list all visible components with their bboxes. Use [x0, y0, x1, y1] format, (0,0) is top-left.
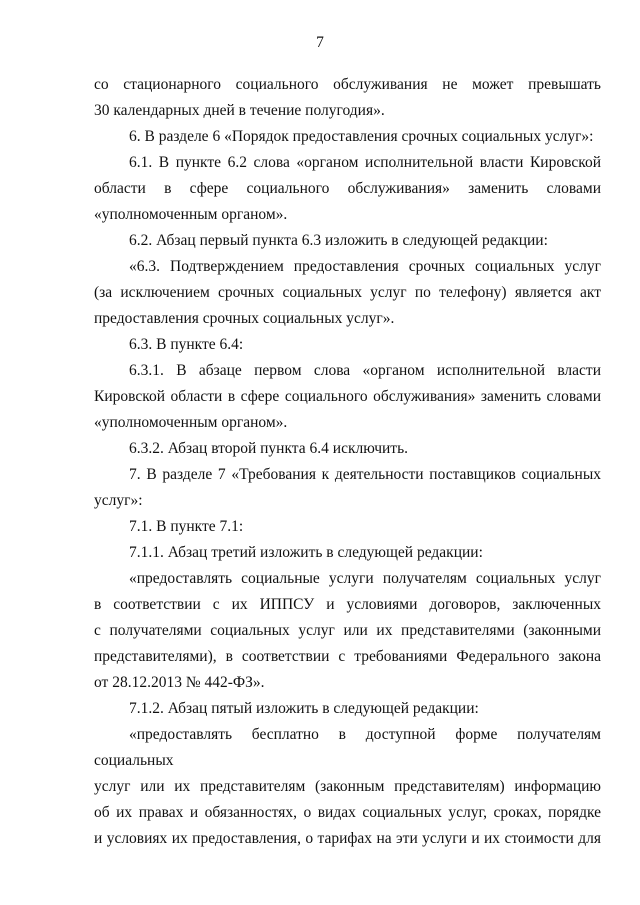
text-line: области в сфере социального обслуживания» заменить словами	[94, 180, 601, 197]
text-line: «предоставлять социальные услуги получателям социальных услуг	[129, 570, 601, 587]
text-line: представителями), в соответствии с требованиями Федерального закона	[94, 648, 601, 665]
text-line: 6.2. Абзац первый пункта 6.3 изложить в следующей редакции:	[129, 232, 548, 249]
text-line: «предоставлять бесплатно в доступной форме получателям социальных	[94, 726, 601, 769]
text-line: с получателями социальных услуг или их представителями (законными	[94, 622, 601, 639]
text-line: от 28.12.2013 № 442-ФЗ».	[94, 674, 265, 691]
text-line: 7.1.2. Абзац пятый изложить в следующей редакции:	[129, 700, 479, 717]
text-line: 6.1. В пункте 6.2 слова «органом исполнительной власти Кировской	[129, 154, 601, 171]
text-line: 7. В разделе 7 «Требования к деятельности поставщиков социальных	[129, 466, 601, 483]
text-line: 6.3.1. В абзаце первом слова «органом исполнительной власти	[129, 362, 601, 379]
document-body	[94, 72, 601, 852]
text-line: со стационарного социального обслуживания не может превышать	[94, 76, 601, 93]
text-line: услуг или их представителям (законным представителям) информацию	[94, 778, 601, 795]
text-line: 30 календарных дней в течение полугодия».	[94, 102, 385, 119]
text-line: и условиях их предоставления, о тарифах на эти услуги и их стоимости для	[94, 830, 601, 847]
text-line: (за исключением срочных социальных услуг по телефону) является акт	[94, 284, 601, 301]
text-line: Кировской области в сфере социального обслуживания» заменить словами	[94, 388, 601, 405]
text-line: «6.3. Подтверждением предоставления срочных социальных услуг	[129, 258, 601, 275]
text-line: «уполномоченным органом».	[94, 414, 288, 431]
text-line: в соответствии с их ИППСУ и условиями договоров, заключенных	[94, 596, 601, 613]
text-line: 7.1.1. Абзац третий изложить в следующей редакции:	[129, 544, 483, 561]
text-line: 6.3. В пункте 6.4:	[129, 336, 244, 353]
text-line: 6.3.2. Абзац второй пункта 6.4 исключить.	[129, 440, 409, 457]
text-line: «уполномоченным органом».	[94, 206, 288, 223]
text-line: услуг»:	[94, 492, 143, 509]
text-line: об их правах и обязанностях, о видах социальных услуг, сроках, порядке	[94, 804, 601, 821]
page-number: 7	[316, 34, 324, 51]
text-line: 7.1. В пункте 7.1:	[129, 518, 244, 535]
text-line: 6. В разделе 6 «Порядок предоставления срочных социальных услуг»:	[129, 128, 594, 145]
text-line: предоставления срочных социальных услуг».	[94, 310, 395, 327]
